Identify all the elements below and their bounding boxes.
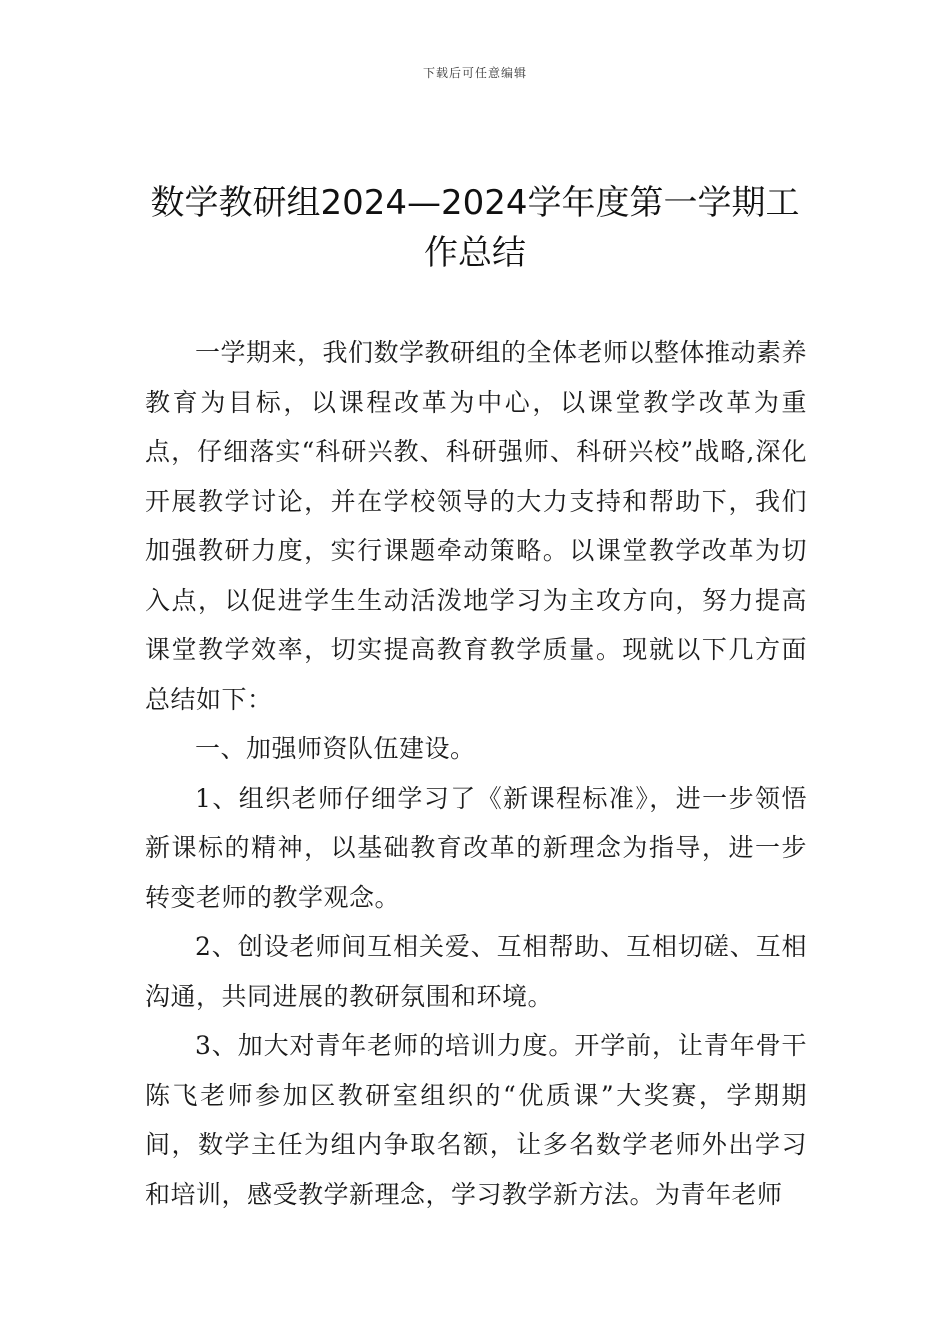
- document-title: 数学教研组2024—2024学年度第一学期工作总结: [150, 183, 800, 273]
- document-body: [145, 328, 807, 1219]
- paragraph-item-3: 3、加大对青年老师的培训力度。开学前，让青年骨干陈飞老师参加区教研室组织的“优质课”大奖赛，学期期间，数学主任为组内争取名额，让多名数学老师外出学习和培训，感受教学新理念，学习教学新方法。为青年老师: [145, 1031, 807, 1209]
- paragraph-intro: 一学期来，我们数学教研组的全体老师以整体推动素养教育为目标，以课程改革为中心，以课堂教学改革为重点，仔细落实“科研兴教、科研强师、科研兴校”战略,深化开展教学讨论，并在学校领导的大力支持和帮助下，我们加强教研力度，实行课题牵动策略。以课堂教学改革为切入点，以促进学生生动活泼地学习为主攻方向，努力提高课堂教学效率，切实提高教育教学质量。现就以下几方面总结如下：: [145, 338, 808, 714]
- section-heading-1: 一、加强师资队伍建设。: [195, 734, 476, 763]
- paragraph-item-2: 2、创设老师间互相关爱、互相帮助、互相切磋、互相沟通，共同进展的教研氛围和环境。: [145, 932, 807, 1011]
- paragraph-item-1: 1、组织老师仔细学习了《新课程标准》，进一步领悟新课标的精神，以基础教育改革的新理念为指导，进一步转变老师的教学观念。: [145, 783, 807, 912]
- header-note: 下载后可任意编辑: [422, 66, 527, 80]
